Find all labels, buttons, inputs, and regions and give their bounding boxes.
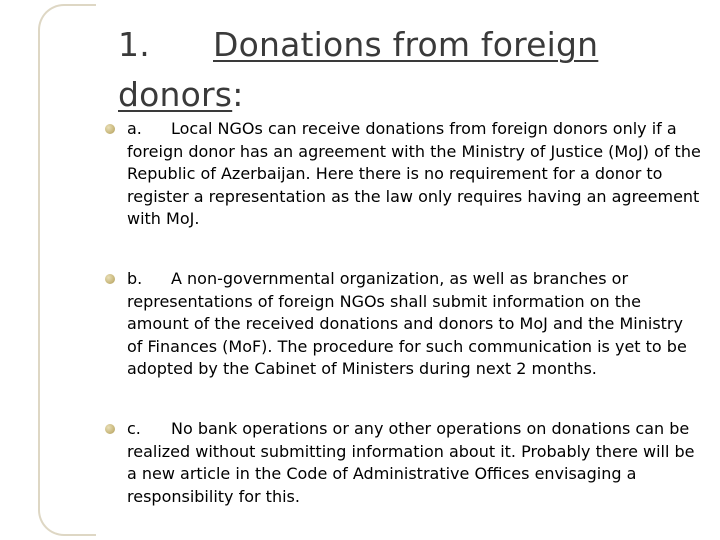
title-text: Donations from foreign donors — [118, 25, 599, 114]
bullet-letter: a. — [127, 119, 142, 138]
bullet-letter: b. — [127, 268, 143, 288]
bullet-dot-icon — [105, 424, 115, 434]
bullet-item-a — [106, 118, 702, 231]
bullet-item-b — [106, 268, 702, 381]
bullet-text: No bank operations or any other operations on donations can be realized without submitting information about it. Probably there will be a new article in the Code of Administrative Offices envisaging a responsibility for this. — [127, 418, 695, 506]
decorative-bracket — [38, 4, 96, 536]
slide-title — [118, 20, 720, 120]
bullet-text: Local NGOs can receive donations from foreign donors only if a foreign donor has an agreement with the Ministry of Justice (MoJ) of the Republic of Azerbaijan. Here there is no requirement for a donor to register a representation as the law only requires having an agreement with MoJ. — [127, 119, 701, 229]
title-colon: : — [232, 75, 244, 114]
bullet-letter: c. — [127, 418, 141, 438]
bullet-item-c — [106, 418, 702, 508]
bullet-dot-icon — [105, 274, 115, 284]
bullet-text: A non-governmental organization, as well as branches or representations of foreign NGOs shall submit information on the amount of the received donations and donors to MoJ and the Ministry of Finances (MoF). The procedure for such communication is yet to be adopted by the Cabinet of Ministers during next 2 months. — [127, 268, 687, 379]
bullet-list — [106, 118, 702, 508]
bullet-dot-icon — [105, 124, 115, 134]
title-number: 1. — [118, 25, 150, 64]
